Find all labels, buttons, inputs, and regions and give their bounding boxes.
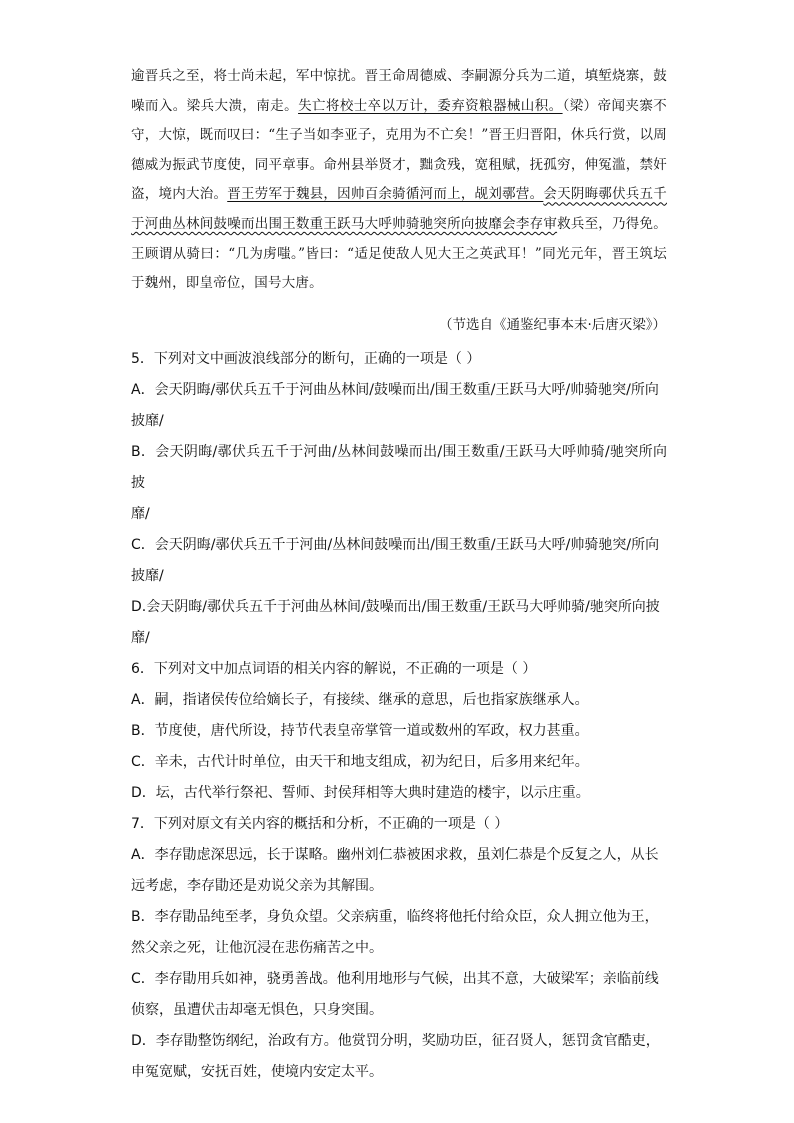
passage-source: （节选自《通鉴纪事本末·后唐灭梁》） — [438, 317, 666, 333]
classical-passage — [131, 62, 667, 299]
option-a-continued: 披靡/ — [131, 413, 164, 429]
option-a: A．李存勖虑深思远，长于谋略。幽州刘仁恭被困求救，虽刘仁恭是个反复之人，从长 — [131, 847, 659, 863]
option-c-continued: 侦察，虽遭伏击却毫无惧色，只身突围。 — [131, 1002, 383, 1018]
option-c-continued: 披靡/ — [131, 568, 164, 584]
option-d-continued: 申冤宽赋，安抚百姓，使境内安定太平。 — [131, 1064, 383, 1080]
question-stem: 7．下列对原文有关内容的概括和分析，不正确的一项是（ ） — [131, 816, 509, 832]
underlined-sentence-1: 失亡将校士卒以万计，委弃资粮器械山积。 — [298, 97, 563, 114]
option-a: A．会天阴晦/鄩伏兵五千于河曲丛林间/鼓噪而出/围王数重/王跃马大呼/帅骑驰突/所向 — [131, 382, 659, 398]
passage-paragraph — [131, 62, 667, 299]
question-stem: 6．下列对文中加点词语的相关内容的解说，不正确的一项是（ ） — [131, 661, 537, 677]
wavy-underlined-passage: 会天阴晦鄩伏兵五千于河曲丛林间鼓噪而出围王数重王跃马大呼帅骑驰突所向披靡会李存审 — [131, 186, 667, 232]
passage-text: 救兵至，乃得免。王顾谓从骑曰：“几为虏嗤。”皆曰：“适足使敌人见大王之英武耳！”同光元年，晋王筑坛于魏州，即皇帝位，国号大唐。 — [131, 215, 667, 292]
underlined-sentence-2: 晋王劳军于魏县，因帅百余骑循河而上，觇刘鄩营。 — [227, 186, 544, 203]
option-c: C．辛未，古代计时单位，由天干和地支组成，初为纪日，后多用来纪年。 — [131, 754, 589, 770]
option-b: B．节度使，唐代所设，持节代表皇帝掌管一道或数州的军政，权力甚重。 — [131, 723, 589, 739]
option-b-continued: 然父亲之死，让他沉浸在悲伤痛苦之中。 — [131, 940, 383, 956]
option-d: D．李存勖整饬纲纪，治政有方。他赏罚分明，奖励功臣，征召贤人，惩罚贪官酷吏， — [131, 1033, 660, 1049]
passage-text: （梁）帝闻夹寨不守，大惊，既而叹曰：“生子当如李亚子，克用为不亡矣！”晋王归晋阳，休兵行赏，以周德威为振武节度使，同平章事。命州县举贤才，黜贪残，宽租赋，抚孤穷，伸冤滥，禁奸盗，境内大治。 — [131, 97, 667, 203]
passage-text: 逾晋兵之至，将士尚未起，军中惊扰。晋王命周德威、李嗣源分兵为二道，填堑烧寨，鼓噪而入。梁兵大溃，南走。 — [131, 68, 667, 114]
option-b: B．李存勖品纯至孝，身负众望。父亲病重，临终将他托付给众臣，众人拥立他为王， — [131, 909, 659, 925]
option-b: B．会天阴晦/鄩伏兵五千于河曲/丛林间鼓噪而出/围王数重/王跃马大呼帅骑/驰突所向披 — [131, 444, 667, 491]
question-stem: 5．下列对文中画波浪线部分的断句，正确的一项是（ ） — [131, 351, 481, 367]
question-6 — [131, 654, 667, 809]
question-5 — [131, 344, 667, 654]
option-c: C．李存勖用兵如神，骁勇善战。他利用地形与气候，出其不意，大破梁军；亲临前线 — [131, 971, 659, 987]
option-c: C．会天阴晦/鄩伏兵五千于河曲/丛林间鼓噪而出/围王数重/王跃马大呼/帅骑驰突/所向 — [131, 537, 660, 553]
option-d-continued: 靡/ — [131, 630, 150, 646]
option-d: D.会天阴晦/鄩伏兵五千于河曲丛林间/鼓噪而出/围王数重/王跃马大呼帅骑/驰突所向披 — [131, 599, 660, 615]
option-a-continued: 远考虑，李存勖还是劝说父亲为其解围。 — [131, 878, 383, 894]
option-a: A．嗣，指诸侯传位给嫡长子，有接续、继承的意思，后也指家族继承人。 — [131, 692, 589, 708]
question-list — [131, 344, 667, 1088]
option-b-continued: 靡/ — [131, 506, 150, 522]
option-d: D．坛，古代举行祭祀、誓师、封侯拜相等大典时建造的楼宇，以示庄重。 — [131, 785, 590, 801]
question-7 — [131, 809, 667, 1088]
